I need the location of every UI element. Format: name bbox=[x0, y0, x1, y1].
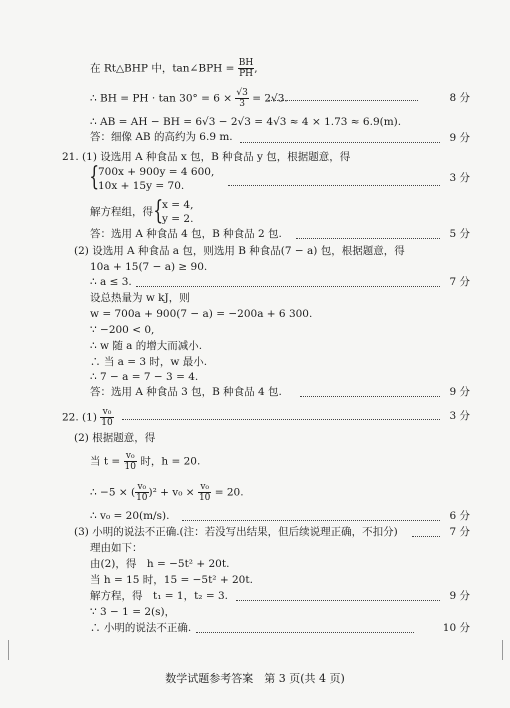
score-label: 9 分 bbox=[449, 386, 470, 398]
denominator: PH bbox=[239, 69, 253, 79]
fraction bbox=[124, 451, 137, 472]
text-line: ∴ v₀ = 20(m/s). bbox=[90, 510, 170, 522]
text-line: 当 h = 15 时，15 = −5t² + 20t. bbox=[90, 574, 253, 586]
text-line: ∵ 3 − 1 = 2(s)， bbox=[90, 606, 176, 618]
leader-dots bbox=[182, 519, 440, 521]
equation: w = 700a + 900(7 − a) = −200a + 6 300. bbox=[90, 308, 313, 320]
brace: { bbox=[89, 162, 100, 192]
text-line: ∴ 7 − a = 7 − 3 = 4. bbox=[90, 371, 199, 383]
score-label: 8 分 bbox=[449, 92, 470, 104]
score-label: 3 分 bbox=[449, 410, 470, 422]
numerator: BH bbox=[238, 58, 254, 68]
equation: y = 2. bbox=[162, 213, 194, 225]
text: ∴ BH = PH · tan 30° = 6 × bbox=[90, 92, 233, 105]
text-line: (3) 小明的说法不正确.(注：若没写出结果，但后续说理正确，不扣分) bbox=[74, 526, 398, 538]
denominator: 3 bbox=[239, 99, 246, 109]
text-line: ∵ −200 < 0, bbox=[90, 324, 155, 336]
leader-dots bbox=[236, 599, 440, 601]
text-line: ∴ AB = AH − BH = 6√3 − 2√3 = 4√3 ≈ 4 × 1.73 ≈ 6.9(m). bbox=[90, 116, 402, 128]
numerator: v₀ bbox=[124, 451, 137, 462]
text: 时，h = 20. bbox=[140, 455, 201, 468]
score-label: 7 分 bbox=[449, 526, 470, 538]
text-line bbox=[90, 88, 288, 109]
leader-dots bbox=[268, 99, 418, 101]
text-line: 答：细像 AB 的高约为 6.9 m. bbox=[90, 131, 233, 143]
equation: 10x + 15y = 70. bbox=[98, 180, 185, 192]
numerator: v₀ bbox=[100, 407, 113, 418]
leader-dots bbox=[122, 418, 440, 420]
denominator: 10 bbox=[101, 418, 113, 428]
text: ∴ −5 × ( bbox=[90, 486, 136, 499]
text: 在 Rt△BHP 中，tan∠BPH = bbox=[90, 62, 235, 75]
score-label: 7 分 bbox=[449, 276, 470, 288]
text-line: ∴ a ≤ 3. bbox=[90, 276, 132, 288]
text-line: 设总热量为 w kJ，则 bbox=[90, 292, 190, 304]
text: )² + v₀ × bbox=[148, 486, 195, 499]
text-line bbox=[90, 451, 200, 472]
numerator: v₀ bbox=[135, 482, 148, 493]
text: = 20. bbox=[214, 486, 244, 499]
denominator: 10 bbox=[136, 493, 148, 503]
text-line bbox=[90, 482, 244, 503]
score-label: 9 分 bbox=[449, 590, 470, 602]
score-label: 10 分 bbox=[442, 622, 470, 634]
text-line: ∴ w 随 a 的增大而减小. bbox=[90, 340, 203, 352]
denominator: 10 bbox=[198, 493, 211, 503]
text: 当 t = bbox=[90, 455, 121, 468]
equation: 10a + 15(7 − a) ≥ 90. bbox=[90, 261, 208, 273]
text-line: (2) 根据题意，得 bbox=[74, 432, 156, 444]
text: 22. (1) bbox=[62, 411, 97, 424]
leader-dots bbox=[196, 631, 414, 633]
text-line: 解方程组，得 bbox=[90, 206, 153, 218]
fraction bbox=[100, 407, 113, 428]
text-line: 答：选用 A 种食品 4 包，B 种食品 2 包. bbox=[90, 228, 282, 240]
text-line: 解方程，得 t₁ = 1，t₂ = 3. bbox=[90, 590, 229, 602]
text-line: 由(2)，得 h = −5t² + 20t. bbox=[90, 558, 230, 570]
equation: x = 4, bbox=[162, 199, 194, 211]
score-label: 6 分 bbox=[449, 510, 470, 522]
denominator: 10 bbox=[124, 462, 136, 472]
fraction bbox=[238, 58, 254, 79]
page-footer: 数学试题参考答案 第 3 页(共 4 页) bbox=[165, 672, 345, 685]
leader-dots bbox=[412, 535, 440, 537]
score-label: 9 分 bbox=[449, 132, 470, 144]
brace: { bbox=[153, 196, 164, 226]
text: = 2√3. bbox=[252, 92, 288, 105]
fraction bbox=[198, 482, 211, 503]
text-line: 在 Rt△BHP 中，tan∠BPH = $\frac{BH}{PH}$ , bbox=[90, 58, 258, 79]
leader-dots bbox=[228, 184, 440, 186]
text-line: ∴ 当 a = 3 时，w 最小. bbox=[90, 356, 208, 368]
leader-dots bbox=[296, 237, 440, 239]
text-line: (2) 设选用 A 种食品 a 包，则选用 B 种食品(7 − a) 包，根据题意，得 bbox=[74, 245, 405, 257]
text-line: 21. (1) 设选用 A 种食品 x 包，B 种食品 y 包，根据题意，得 bbox=[62, 151, 351, 163]
equation: 700x + 900y = 4 600, bbox=[98, 166, 215, 178]
leader-dots bbox=[240, 141, 440, 143]
score-label: 3 分 bbox=[449, 172, 470, 184]
numerator: √3 bbox=[236, 88, 248, 98]
leader-dots bbox=[300, 395, 440, 397]
text-line: ∴ 小明的说法不正确. bbox=[90, 622, 192, 634]
fraction bbox=[235, 88, 248, 109]
fraction bbox=[135, 482, 148, 503]
leader-dots bbox=[136, 285, 440, 287]
numerator: v₀ bbox=[198, 482, 211, 493]
scan-edge-mark bbox=[8, 640, 9, 660]
text-line bbox=[62, 407, 114, 428]
text-line: 答：选用 A 种食品 3 包，B 种食品 4 包. bbox=[90, 386, 282, 398]
text-line: 理由如下： bbox=[90, 542, 143, 554]
scan-edge-mark bbox=[502, 640, 503, 660]
score-label: 5 分 bbox=[449, 228, 470, 240]
